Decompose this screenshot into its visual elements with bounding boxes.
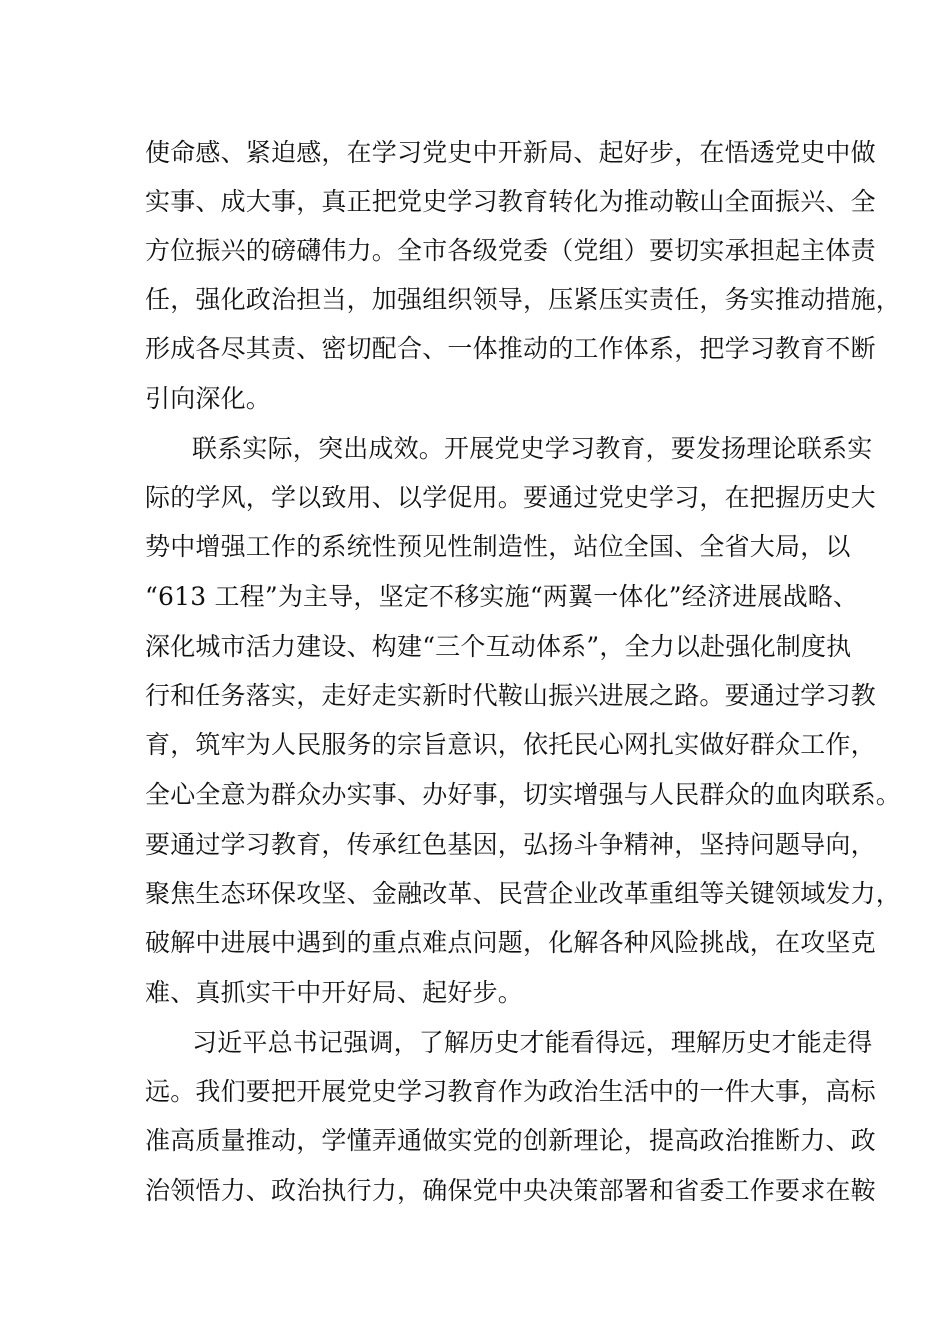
text-line: 行和任务落实，走好走实新时代鞍山振兴进展之路。要通过学习教: [145, 681, 876, 710]
text-line: “613 工程”为主导，坚定不移实施“两翼一体化”经济进展战略、: [145, 582, 859, 611]
text-line: 任，强化政治担当，加强组织领导，压紧压实责任，务实推动措施，: [145, 285, 902, 314]
text-line: 聚焦生态环保攻坚、金融改革、民营企业改革重组等关键领域发力，: [145, 879, 902, 908]
text-line: 方位振兴的磅礴伟力。全市各级党委（党组）要切实承担起主体责: [145, 236, 876, 265]
text-line: 育，筑牢为人民服务的宗旨意识，依托民心网扎实做好群众工作，: [145, 730, 876, 759]
text-line: 全心全意为群众办实事、办好事，切实增强与人民群众的血肉联系。: [145, 780, 902, 809]
text-line: 实事、成大事，真正把党史学习教育转化为推动鞍山全面振兴、全: [145, 187, 876, 216]
text-line: 际的学风，学以致用、以学促用。要通过党史学习，在把握历史大: [145, 483, 876, 512]
text-line: 要通过学习教育，传承红色基因，弘扬斗争精神，坚持问题导向，: [145, 830, 876, 859]
text-line: 破解中进展中遇到的重点难点问题，化解各种风险挑战，在攻坚克: [145, 928, 876, 957]
text-line: 治领悟力、政治执行力，确保党中央决策部署和省委工作要求在鞍: [145, 1176, 876, 1205]
text-line: 远。我们要把开展党史学习教育作为政治生活中的一件大事，高标: [145, 1077, 876, 1106]
text-line: 形成各尽其责、密切配合、一体推动的工作体系，把学习教育不断: [145, 334, 876, 363]
text-line: 势中增强工作的系统性预见性制造性，站位全国、全省大局，以: [145, 532, 851, 561]
text-line: 准高质量推动，学懂弄通做实党的创新理论，提高政治推断力、政: [145, 1126, 876, 1155]
text-line: 习近平总书记强调，了解历史才能看得远，理解历史才能走得: [192, 1028, 873, 1057]
text-line: 引向深化。: [145, 384, 272, 413]
text-line: 使命感、紧迫感，在学习党史中开新局、起好步，在悟透党史中做: [145, 138, 876, 167]
text-line: 深化城市活力建设、构建“三个互动体系”，全力以赴强化制度执: [145, 632, 852, 661]
text-line: 难、真抓实干中开好局、起好步。: [145, 978, 524, 1007]
text-line: 联系实际，突出成效。开展党史学习教育，要发扬理论联系实: [192, 434, 873, 463]
